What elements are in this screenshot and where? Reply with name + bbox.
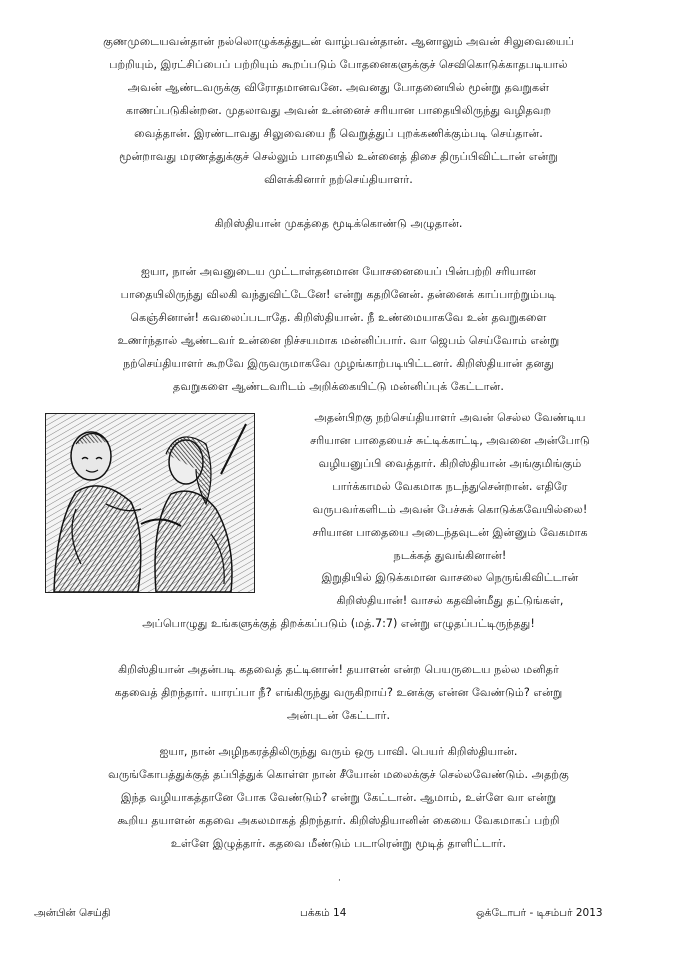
text-line: இந்த வழியாகத்தானே போக வேண்டும்? என்று கேட்டான். ஆமாம், உள்ளே வா என்று	[120, 791, 557, 804]
text-line: அப்பொழுது உங்களுக்குத் திறக்கப்படும் (மத்.7:7) என்று எழுதப்பட்டிருந்தது!	[142, 617, 535, 630]
paragraph-entering	[36, 740, 641, 855]
text-line: ஐயா, நான் அவனுடைய முட்டாள்தனமான யோசனையைப் பின்பற்றி சரியான	[140, 265, 537, 278]
text-line: அதன்பிறகு நற்செய்தியாளர் அவன் செல்ல வேண்டிய	[314, 411, 586, 424]
text-line: தவறுகளை ஆண்டவரிடம் அறிக்கையிட்டு மன்னிப்புக் கேட்டான்.	[173, 380, 504, 393]
text-line: குணமுடையவன்தான் நல்லொழுக்கத்துடன் வாழ்பவன்தான். ஆனாலும் அவன் சிலுவையைப்	[103, 35, 574, 48]
text-line: கிறிஸ்தியான் முகத்தை மூடிக்கொண்டு அழுதான்.	[214, 217, 463, 230]
text-line: வைத்தான். இரண்டாவது சிலுவையை நீ வெறுத்துப் புறக்கணிக்கும்படி செய்தான்.	[134, 127, 543, 140]
text-line: உணர்ந்தால் ஆண்டவர் உன்னை நிச்சயமாக மன்னிப்பார். வா ஜெபம் செய்வோம் என்று	[117, 334, 560, 347]
text-line: நடக்கத் துவங்கினான்!	[393, 549, 507, 562]
text-line: வருங்கோபத்துக்குத் தப்பித்துக் கொள்ள நான் சீயோன் மலைக்குச் செல்லவேண்டும். அதற்கு	[108, 768, 569, 781]
footer-magazine-name: அன்பின் செய்தி	[34, 907, 111, 919]
text-line: அவன் ஆண்டவருக்கு விரோதமானவனே. அவனது போதனையில் மூன்று தவறுகள்	[127, 81, 550, 94]
text-line: சரியான பாதையை அடைந்தவுடன் இன்னும் வேகமாக	[312, 526, 588, 539]
text-line: மூன்றாவது மரணத்துக்குச் செல்லும் பாதையில் உன்னைத் திசை திருப்பிவிட்டான் என்று	[119, 150, 558, 163]
text-line: காணப்படுகின்றன. முதலாவது அவன் உன்னைச் சரியான பாதையிலிருந்து வழிதவற	[125, 104, 552, 117]
paragraph-weeping	[36, 212, 641, 235]
text-line: பார்க்காமல் வேகமாக நடந்துசென்றான். எதிரே	[332, 480, 568, 493]
paragraph-repentance	[36, 260, 641, 398]
text-line: பாதையிலிருந்து விலகி வந்துவிட்டேனே! என்று கதறினேன். தன்னைக் காப்பாற்றும்படி	[120, 288, 557, 301]
text-line: வருபவர்களிடம் அவன் பேச்சுக் கொடுக்கவேயில்லை!	[312, 503, 588, 516]
separator-dot: ·	[338, 876, 341, 886]
text-line: ஐயா, நான் அழிநகரத்திலிருந்து வரும் ஒரு பாவி. பெயர் கிறிஸ்தியான்.	[159, 745, 518, 758]
text-line: கூறிய தயாளன் கதவை அகலமாகத் திறந்தார். கிறிஸ்தியானின் கையை வேகமாகப் பற்றி	[117, 814, 560, 827]
text-line: உள்ளே இழுத்தார். கதவை மீண்டும் படாரென்று மூடித் தாளிட்டார்.	[170, 837, 507, 850]
text-line: பற்றியும், இரட்சிப்பைப் பற்றியும் கூறப்படும் போதனைகளுக்குச் செவிகொடுக்காதபடியால்	[109, 58, 568, 71]
text-line: கதவைத் திறந்தார். யாரப்பா நீ? எங்கிருந்து வருகிறாய்? உனக்கு என்ன வேண்டும்? என்று	[114, 686, 563, 699]
text-line: நற்செய்தியாளர் கூறவே இருவருமாகவே முழங்காற்படியிட்டனர். கிறிஸ்தியான் தனது	[123, 357, 554, 370]
text-line: கிறிஸ்தியான் அதன்படி கதவைத் தட்டினான்! தயாளன் என்ற பெயருடைய நல்ல மனிதர்	[118, 663, 559, 676]
text-line: வழியனுப்பி வைத்தார். கிறிஸ்தியான் அங்குமிங்கும்	[318, 457, 582, 470]
paragraph-scripture	[36, 612, 641, 635]
text-line: அன்புடன் கேட்டார்.	[286, 709, 391, 722]
text-line: இறுதியில் இடுக்கமான வாசலை நெருங்கிவிட்டான்	[321, 571, 579, 584]
engraving-two-figures-icon	[45, 413, 255, 593]
text-line: கிறிஸ்தியான்! வாசல் கதவின்மீது தட்டுங்கள்,	[336, 594, 564, 607]
paragraph-journey	[260, 406, 640, 567]
text-line: விளக்கினார் நற்செய்தியாளர்.	[264, 173, 413, 186]
paragraph-explanation	[36, 30, 641, 191]
paragraph-narrow-gate	[260, 566, 640, 612]
text-line: கெஞ்சினான்! கவலைப்படாதே. கிறிஸ்தியான். நீ உண்மையாகவே உன் தவறுகளை	[130, 311, 547, 324]
footer-issue-date: ஒக்டோபர் - டிசம்பர் 2013	[476, 907, 603, 919]
paragraph-knocking	[36, 658, 641, 727]
text-line: சரியான பாதையைச் சுட்டிக்காட்டி, அவனை அன்போடு	[310, 434, 590, 447]
footer-page-number: பக்கம் 14	[300, 907, 347, 919]
